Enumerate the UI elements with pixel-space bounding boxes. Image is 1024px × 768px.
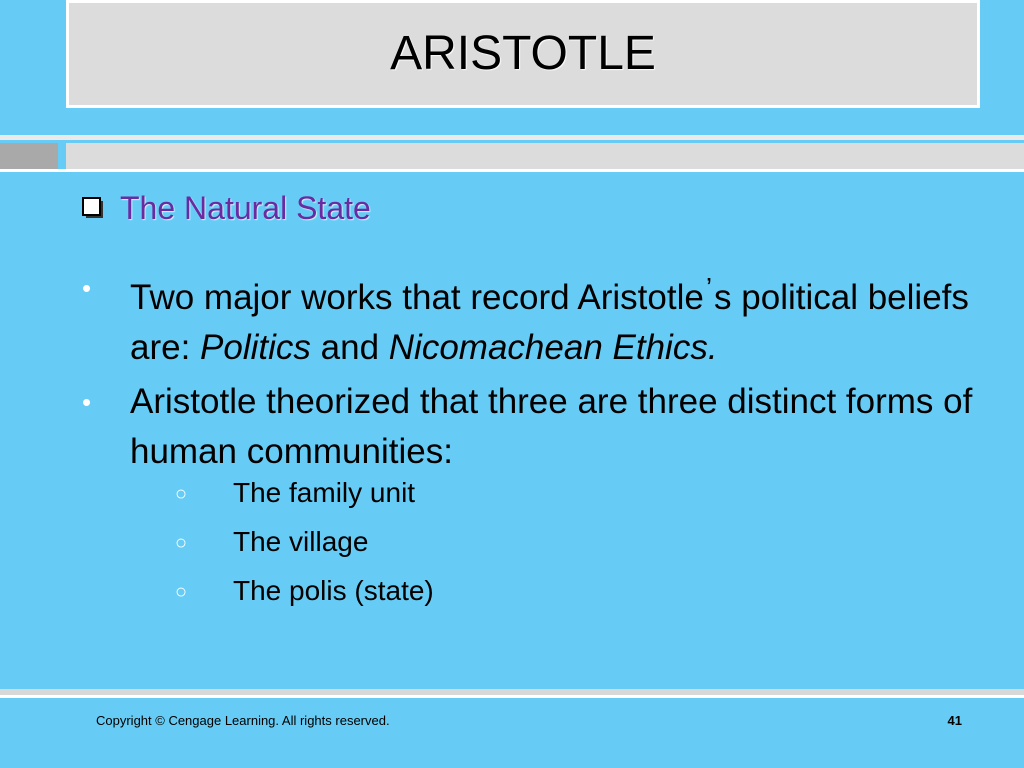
section-heading-row	[82, 192, 371, 224]
copyright-text: Copyright © Cengage Learning. All rights reserved.	[96, 713, 390, 728]
sub-item-text: The family unit	[233, 477, 416, 508]
sub-item-text: The village	[233, 526, 369, 557]
slide-title: ARISTOTLE	[390, 27, 656, 80]
sub-bullet-list	[175, 468, 434, 615]
bullet-item	[80, 263, 1000, 373]
sub-list-item	[175, 517, 434, 566]
footer-divider-highlight	[0, 695, 1024, 698]
decorative-band-left	[0, 143, 58, 169]
decorative-band-top	[0, 135, 1024, 140]
circle-bullet-icon: ○	[175, 532, 188, 554]
bullet-marker: •	[82, 387, 92, 417]
book-title-politics: Politics	[200, 328, 311, 367]
decorative-band-under	[0, 169, 1024, 172]
bullet-list	[80, 263, 1000, 481]
bullet-text: Aristotle theorized that three are three distinct forms of human communities:	[130, 382, 973, 471]
circle-bullet-icon: ○	[175, 581, 188, 603]
bullet-marker: •	[82, 273, 92, 303]
sub-list-item	[175, 566, 434, 615]
circle-bullet-icon: ○	[175, 483, 188, 505]
bullet-item	[80, 377, 1000, 477]
bullet-text-part: s political beliefs are:	[130, 278, 969, 367]
sub-list-item	[175, 468, 434, 517]
sub-item-text: The polis (state)	[233, 575, 434, 606]
checkbox-outline-icon	[82, 197, 104, 219]
bullet-text-part: Two major works that record Aristotle	[130, 278, 704, 317]
book-title-ethics: Nicomachean Ethics.	[388, 328, 718, 367]
bullet-text-part: and	[310, 328, 389, 367]
slide-number: 41	[947, 713, 962, 728]
section-heading: The Natural State	[120, 190, 371, 226]
title-box	[66, 0, 980, 108]
decorative-band-right	[66, 143, 1024, 169]
apostrophe: ’	[705, 272, 713, 303]
